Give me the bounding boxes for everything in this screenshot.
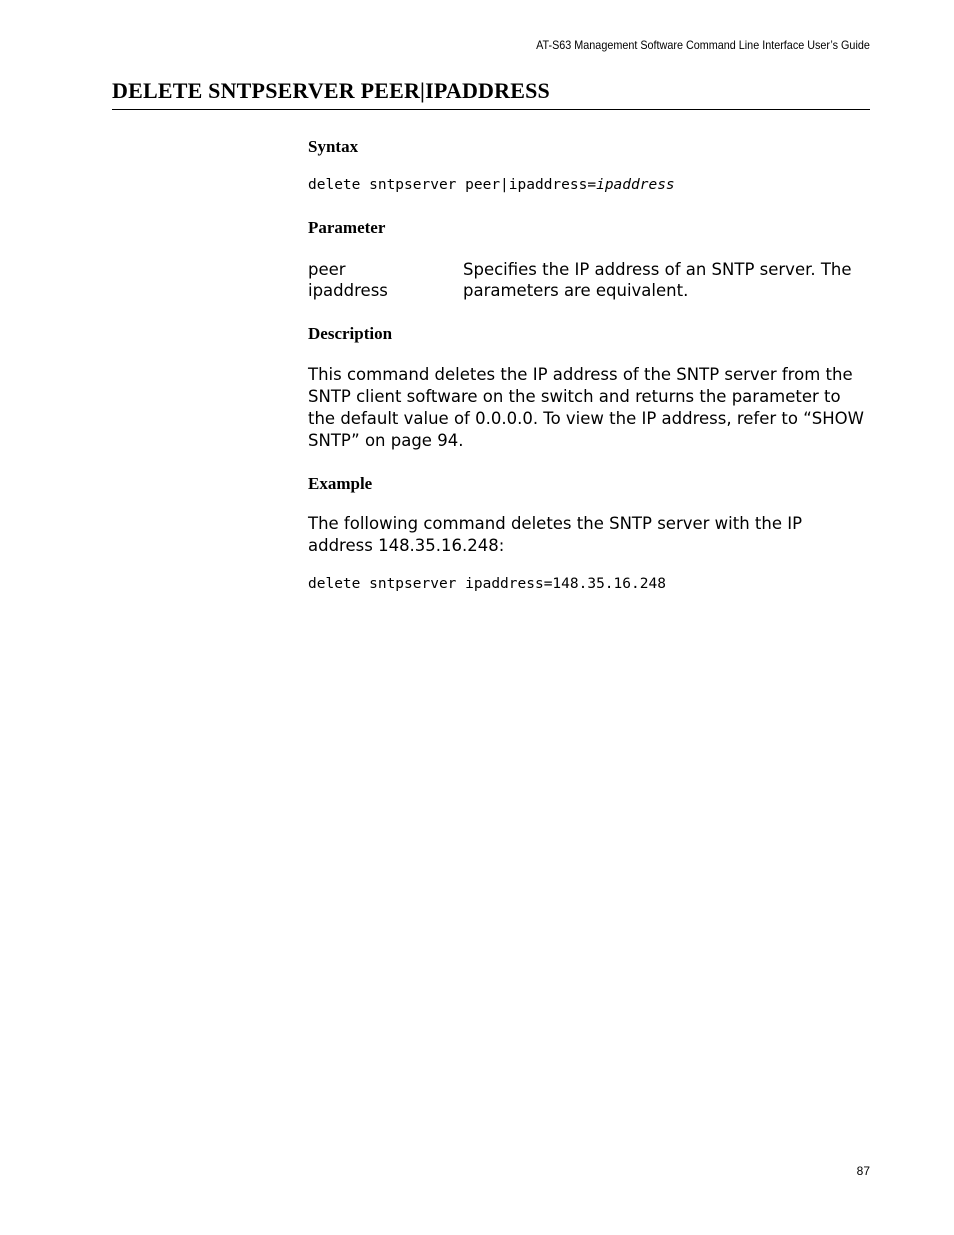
description-text: This command deletes the IP address of the SNTP server from the SNTP client software on the switch and returns the parameter to the default value of 0.0.0.0. To view the IP address, refer to “SHOW SNTP” on page 94. xyxy=(308,365,864,450)
example-command: delete sntpserver ipaddress=148.35.16.248 xyxy=(308,576,666,592)
parameter-name-peer: peer xyxy=(308,260,346,279)
parameter-name-ipaddress: ipaddress xyxy=(308,281,388,300)
syntax-heading: Syntax xyxy=(308,137,359,156)
page-number: 87 xyxy=(856,1164,870,1178)
description-heading: Description xyxy=(308,324,393,343)
example-text: The following command deletes the SNTP server with the IP address 148.35.16.248: xyxy=(308,514,803,555)
title-rule xyxy=(112,109,870,110)
syntax-argument: ipaddress xyxy=(596,177,675,193)
running-header: AT-S63 Management Software Command Line Interface User’s Guide xyxy=(536,38,870,52)
syntax-command-text: delete sntpserver peer|ipaddress= xyxy=(308,177,597,193)
example-heading: Example xyxy=(308,474,373,493)
page-title: DELETE SNTPSERVER PEER|IPADDRESS xyxy=(112,78,550,103)
syntax-command xyxy=(308,177,675,193)
parameter-heading: Parameter xyxy=(308,218,386,237)
parameter-description: Specifies the IP address of an SNTP server. The parameters are equivalent. xyxy=(463,260,852,300)
